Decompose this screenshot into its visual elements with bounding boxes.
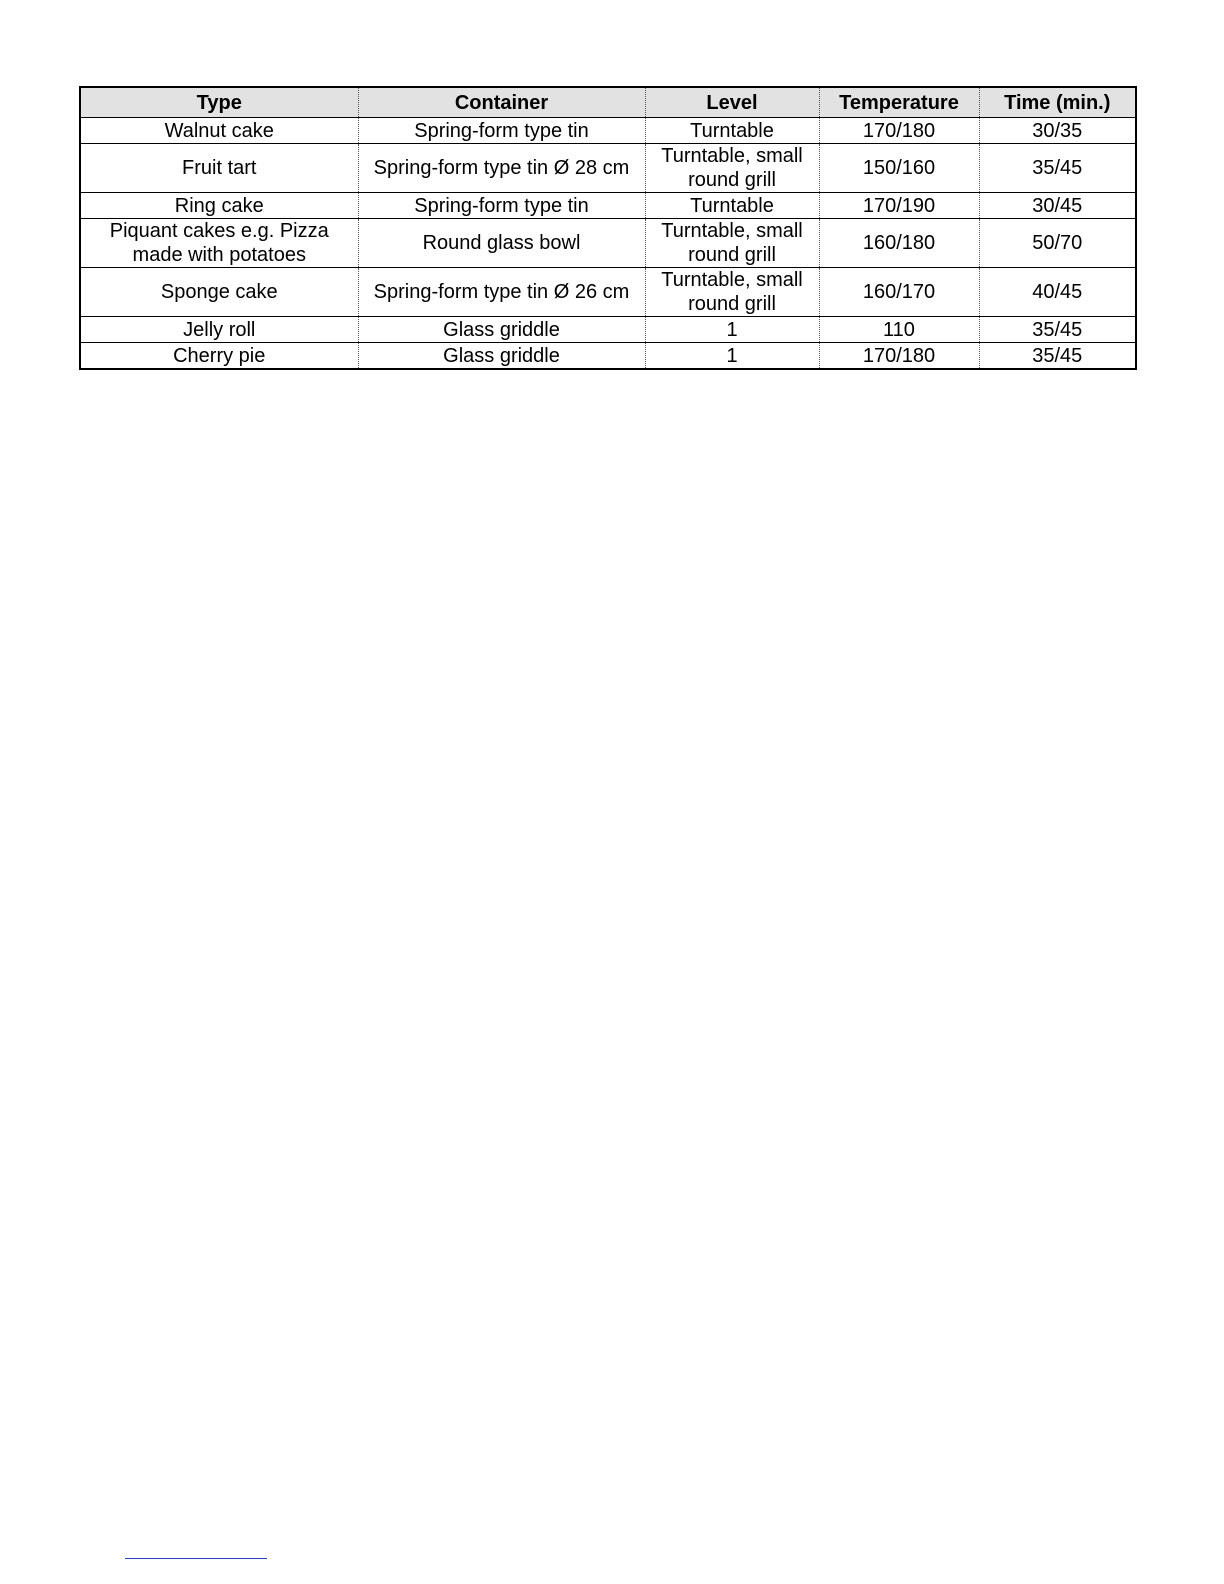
table-row bbox=[80, 219, 1136, 268]
cell-container bbox=[358, 268, 645, 317]
cell-container bbox=[358, 118, 645, 144]
cell-type bbox=[80, 343, 358, 370]
cell-level bbox=[645, 343, 819, 370]
cell-type bbox=[80, 317, 358, 343]
cell-type bbox=[80, 118, 358, 144]
cell-time: 35/45 bbox=[979, 144, 1136, 193]
cell-line: Round glass bowl bbox=[422, 232, 581, 254]
cell-level bbox=[645, 144, 819, 193]
cell-line: Sponge cake bbox=[160, 281, 278, 303]
header-temperature: Temperature bbox=[819, 87, 979, 118]
baking-table bbox=[79, 86, 1137, 370]
cell-container bbox=[358, 144, 645, 193]
header-level: Level bbox=[645, 87, 819, 118]
cell-time: 35/45 bbox=[979, 317, 1136, 343]
table-row bbox=[80, 193, 1136, 219]
cell-temperature: 170/180 bbox=[819, 118, 979, 144]
cell-line: Turntable, small bbox=[661, 269, 803, 291]
cell-level bbox=[645, 268, 819, 317]
cell-type bbox=[80, 144, 358, 193]
cell-line: Glass griddle bbox=[443, 318, 560, 341]
cell-line: 1 bbox=[726, 318, 738, 341]
table-row bbox=[80, 317, 1136, 343]
footnote-separator bbox=[125, 1558, 267, 1559]
cell-line: round grill bbox=[688, 244, 776, 266]
cell-line: Turntable, small bbox=[661, 145, 803, 167]
cell-line: Spring-form type tin bbox=[414, 119, 589, 142]
cell-line: Spring-form type tin bbox=[414, 194, 589, 217]
cell-type bbox=[80, 268, 358, 317]
cell-line: made with potatoes bbox=[132, 244, 306, 266]
cell-line: 1 bbox=[726, 344, 738, 367]
cell-line: round grill bbox=[688, 293, 776, 315]
cell-line: Walnut cake bbox=[164, 119, 274, 142]
cell-temperature: 160/180 bbox=[819, 219, 979, 268]
cell-temperature: 170/180 bbox=[819, 343, 979, 370]
cell-type bbox=[80, 219, 358, 268]
cell-line: Turntable bbox=[690, 194, 774, 217]
cell-line: Fruit tart bbox=[182, 157, 257, 179]
cell-level bbox=[645, 193, 819, 219]
cell-line: Spring-form type tin Ø 26 cm bbox=[373, 281, 630, 303]
cell-level bbox=[645, 317, 819, 343]
cell-container bbox=[358, 343, 645, 370]
cell-temperature: 110 bbox=[819, 317, 979, 343]
cell-container bbox=[358, 317, 645, 343]
cell-line: Glass griddle bbox=[443, 344, 560, 367]
table-row bbox=[80, 343, 1136, 370]
cell-line: Turntable, small bbox=[661, 220, 803, 242]
cell-line: round grill bbox=[688, 169, 776, 191]
cell-time: 35/45 bbox=[979, 343, 1136, 370]
table-row bbox=[80, 144, 1136, 193]
table-header-row bbox=[80, 87, 1136, 118]
header-type: Type bbox=[80, 87, 358, 118]
table-row bbox=[80, 268, 1136, 317]
cell-line: Spring-form type tin Ø 28 cm bbox=[373, 157, 630, 179]
cell-temperature: 150/160 bbox=[819, 144, 979, 193]
cell-line: Ring cake bbox=[174, 194, 264, 217]
cell-time: 40/45 bbox=[979, 268, 1136, 317]
cell-time: 30/45 bbox=[979, 193, 1136, 219]
cell-line: Jelly roll bbox=[183, 318, 256, 341]
cell-time: 30/35 bbox=[979, 118, 1136, 144]
cell-level bbox=[645, 219, 819, 268]
cell-temperature: 170/190 bbox=[819, 193, 979, 219]
cell-container bbox=[358, 219, 645, 268]
cell-temperature: 160/170 bbox=[819, 268, 979, 317]
header-time: Time (min.) bbox=[979, 87, 1136, 118]
cell-line: Piquant cakes e.g. Pizza bbox=[109, 220, 329, 242]
cell-line: Cherry pie bbox=[173, 344, 266, 367]
cell-time: 50/70 bbox=[979, 219, 1136, 268]
header-container: Container bbox=[358, 87, 645, 118]
cell-level bbox=[645, 118, 819, 144]
cell-type bbox=[80, 193, 358, 219]
cell-container bbox=[358, 193, 645, 219]
cell-line: Turntable bbox=[690, 119, 774, 142]
table-row bbox=[80, 118, 1136, 144]
